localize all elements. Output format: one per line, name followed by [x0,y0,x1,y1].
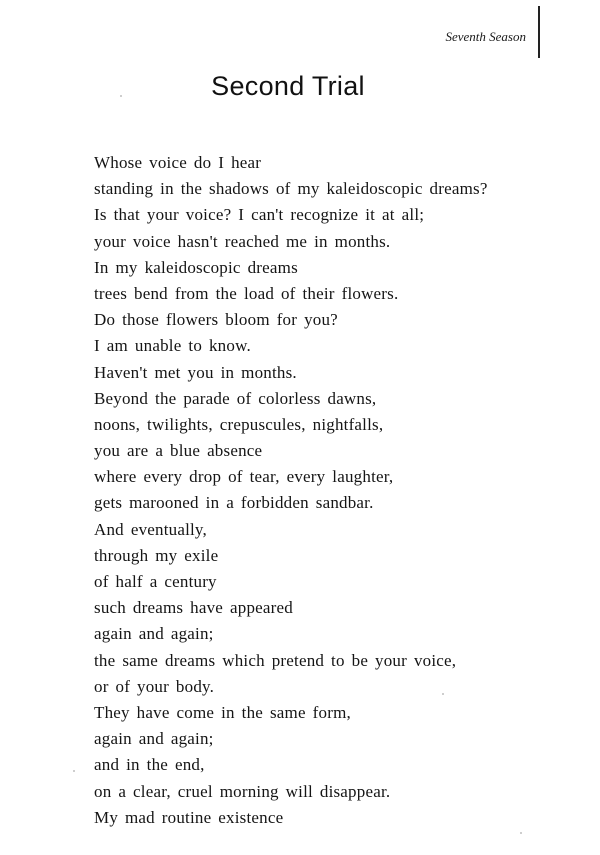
poem-line: again and again; [94,624,214,644]
poem-line: you are a blue absence [94,441,263,461]
scan-speck [120,95,122,97]
scan-speck [520,832,522,834]
poem-line: through my exile [94,545,219,565]
poem-line: Is that your voice? I can't recognize it at all; [94,205,425,225]
poem-line: Whose voice do I hear [94,153,262,172]
poem-line: or of your body. [94,676,215,696]
poem-line: Beyond the parade of colorless dawns, [94,388,377,408]
poem-title: Second Trial [211,71,365,101]
scan-speck [442,693,444,695]
poem-line: My mad routine existence [94,807,284,827]
page-edge-rule [538,6,540,58]
poem-line: I am unable to know. [94,336,251,356]
poem-line: the same dreams which pretend to be your voice, [94,650,457,670]
poem-line: such dreams have appeared [94,598,293,618]
poem-line: your voice hasn't reached me in months. [94,231,391,251]
scan-speck [73,770,75,772]
poem-line: In my kaleidoscopic dreams [94,257,298,277]
poem-line: noons, twilights, crepuscules, nightfalls, [94,414,384,434]
poem-line: again and again; [94,729,214,749]
poem-line: And eventually, [94,519,207,539]
poem-line: standing in the shadows of my kaleidoscopic dreams? [94,179,488,199]
poem-line: where every drop of tear, every laughter, [94,467,394,487]
poem-line: of half a century [94,572,217,591]
poem-line: and in the end, [94,755,205,775]
poem-line: trees bend from the load of their flowers. [94,283,399,303]
poem-line: on a clear, cruel morning will disappear. [94,781,391,801]
poem-line: gets marooned in a forbidden sandbar. [94,493,374,513]
poem-line: Do those flowers bloom for you? [94,310,338,330]
poem-line: They have come in the same form, [94,702,351,722]
poem-body [94,150,488,831]
poem-line: Haven't met you in months. [94,362,297,382]
running-head: Seventh Season [445,29,526,44]
